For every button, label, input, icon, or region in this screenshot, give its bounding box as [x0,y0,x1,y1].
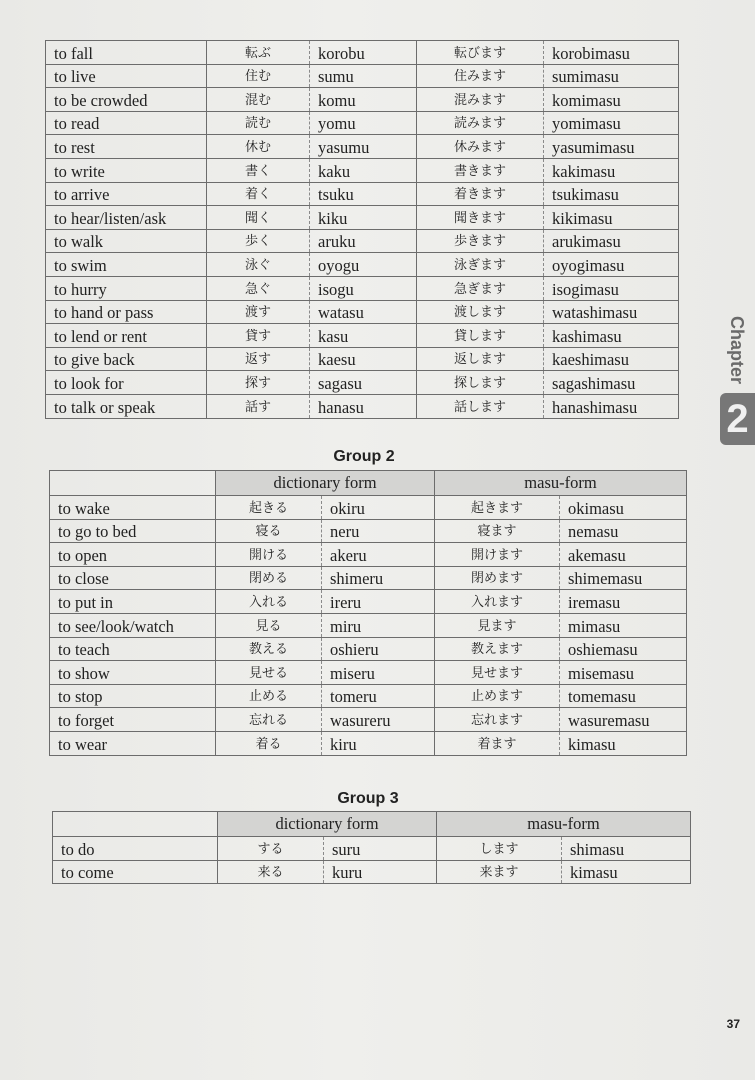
chapter-label: Chapter [727,315,747,384]
dictionary-romaji-cell: suru [324,837,437,861]
masu-romaji-cell: kakimasu [544,158,679,182]
masu-kanji-cell: 探します [417,371,544,395]
masu-kanji-cell: 見ます [435,613,560,637]
dictionary-kanji-cell: 起きる [216,496,322,520]
verb-row [53,837,691,861]
verb-row [46,371,679,395]
masu-kanji-cell: 教えます [435,637,560,661]
english-meaning-cell: to walk [46,229,207,253]
dictionary-kanji-cell: 忘れる [216,708,322,732]
dictionary-romaji-cell: sumu [310,64,417,88]
english-meaning-cell: to stop [50,684,216,708]
masu-kanji-cell: 読みます [417,111,544,135]
masu-romaji-cell: korobimasu [544,41,679,65]
english-meaning-cell: to do [53,837,218,861]
verb-row [46,88,679,112]
verb-row [50,590,687,614]
english-meaning-cell: to talk or speak [46,394,207,418]
dictionary-romaji-cell: miru [322,613,435,637]
dictionary-romaji-cell: watasu [310,300,417,324]
masu-romaji-cell: arukimasu [544,229,679,253]
english-meaning-cell: to write [46,158,207,182]
dictionary-romaji-cell: shimeru [322,566,435,590]
dictionary-romaji-cell: ireru [322,590,435,614]
masu-romaji-cell: sumimasu [544,64,679,88]
english-meaning-cell: to hurry [46,276,207,300]
masu-romaji-cell: misemasu [560,661,687,685]
verb-row [50,731,687,755]
english-meaning-cell: to be crowded [46,88,207,112]
verb-row [50,566,687,590]
verb-row [46,253,679,277]
dictionary-kanji-cell: 入れる [216,590,322,614]
dictionary-kanji-cell: 書く [207,158,310,182]
dictionary-kanji-cell: する [218,837,324,861]
header-blank-cell [53,812,218,837]
masu-romaji-cell: hanashimasu [544,394,679,418]
verb-row [50,519,687,543]
masu-romaji-cell: iremasu [560,590,687,614]
masu-kanji-cell: 書きます [417,158,544,182]
dictionary-romaji-cell: oshieru [322,637,435,661]
verb-row [50,613,687,637]
masu-kanji-cell: 泳ぎます [417,253,544,277]
masu-romaji-cell: watashimasu [544,300,679,324]
verb-row [46,394,679,418]
dictionary-kanji-cell: 歩く [207,229,310,253]
group3-title: Group 3 [337,790,399,807]
dictionary-kanji-cell: 開ける [216,543,322,567]
dictionary-romaji-cell: isogu [310,276,417,300]
english-meaning-cell: to lend or rent [46,324,207,348]
masu-romaji-cell: tsukimasu [544,182,679,206]
dictionary-kanji-cell: 貸す [207,324,310,348]
masu-kanji-cell: 急ぎます [417,276,544,300]
masu-kanji-cell: 入れます [435,590,560,614]
verb-row [50,684,687,708]
group1-verb-table [45,40,679,419]
dictionary-romaji-cell: wasureru [322,708,435,732]
dictionary-romaji-cell: neru [322,519,435,543]
dictionary-romaji-cell: komu [310,88,417,112]
chapter-number-badge: 2 [720,393,755,445]
english-meaning-cell: to arrive [46,182,207,206]
masu-kanji-cell: 歩きます [417,229,544,253]
masu-romaji-cell: yasumimasu [544,135,679,159]
masu-romaji-cell: akemasu [560,543,687,567]
header-masu-form: masu-form [435,471,687,496]
english-meaning-cell: to come [53,860,218,884]
dictionary-kanji-cell: 住む [207,64,310,88]
masu-romaji-cell: oshiemasu [560,637,687,661]
header-dictionary-form: dictionary form [216,471,435,496]
dictionary-kanji-cell: 着る [216,731,322,755]
dictionary-romaji-cell: korobu [310,41,417,65]
dictionary-romaji-cell: kaku [310,158,417,182]
masu-romaji-cell: komimasu [544,88,679,112]
dictionary-romaji-cell: sagasu [310,371,417,395]
dictionary-kanji-cell: 話す [207,394,310,418]
group3-verb-table [52,811,691,884]
english-meaning-cell: to teach [50,637,216,661]
header-masu-form: masu-form [437,812,691,837]
header-blank-cell [50,471,216,496]
english-meaning-cell: to see/look/watch [50,613,216,637]
verb-row [46,111,679,135]
english-meaning-cell: to look for [46,371,207,395]
english-meaning-cell: to hear/listen/ask [46,206,207,230]
dictionary-romaji-cell: kaesu [310,347,417,371]
masu-romaji-cell: kashimasu [544,324,679,348]
english-meaning-cell: to fall [46,41,207,65]
group2-header-row [50,471,687,496]
dictionary-romaji-cell: kasu [310,324,417,348]
masu-romaji-cell: shimasu [562,837,691,861]
masu-kanji-cell: 着きます [417,182,544,206]
english-meaning-cell: to hand or pass [46,300,207,324]
english-meaning-cell: to open [50,543,216,567]
english-meaning-cell: to live [46,64,207,88]
dictionary-romaji-cell: kiku [310,206,417,230]
masu-kanji-cell: 着ます [435,731,560,755]
english-meaning-cell: to show [50,661,216,685]
verb-row [46,347,679,371]
verb-row [50,661,687,685]
masu-romaji-cell: kikimasu [544,206,679,230]
verb-row [46,41,679,65]
english-meaning-cell: to wake [50,496,216,520]
chapter-side-tab [718,305,755,450]
dictionary-kanji-cell: 来る [218,860,324,884]
masu-kanji-cell: 住みます [417,64,544,88]
masu-kanji-cell: します [437,837,562,861]
masu-romaji-cell: yomimasu [544,111,679,135]
dictionary-kanji-cell: 着く [207,182,310,206]
group2-verb-table [49,470,687,756]
dictionary-romaji-cell: yasumu [310,135,417,159]
english-meaning-cell: to put in [50,590,216,614]
verb-row [46,158,679,182]
masu-romaji-cell: nemasu [560,519,687,543]
verb-row [46,229,679,253]
dictionary-romaji-cell: yomu [310,111,417,135]
dictionary-kanji-cell: 急ぐ [207,276,310,300]
english-meaning-cell: to wear [50,731,216,755]
english-meaning-cell: to rest [46,135,207,159]
dictionary-kanji-cell: 読む [207,111,310,135]
verb-row [53,860,691,884]
dictionary-romaji-cell: tomeru [322,684,435,708]
english-meaning-cell: to swim [46,253,207,277]
masu-romaji-cell: kimasu [560,731,687,755]
dictionary-kanji-cell: 転ぶ [207,41,310,65]
masu-kanji-cell: 見せます [435,661,560,685]
masu-kanji-cell: 休みます [417,135,544,159]
masu-romaji-cell: wasuremasu [560,708,687,732]
masu-romaji-cell: mimasu [560,613,687,637]
masu-romaji-cell: shimemasu [560,566,687,590]
verb-row [46,300,679,324]
dictionary-kanji-cell: 聞く [207,206,310,230]
dictionary-romaji-cell: hanasu [310,394,417,418]
masu-romaji-cell: tomemasu [560,684,687,708]
verb-row [46,206,679,230]
dictionary-kanji-cell: 探す [207,371,310,395]
masu-kanji-cell: 閉めます [435,566,560,590]
masu-kanji-cell: 来ます [437,860,562,884]
dictionary-romaji-cell: oyogu [310,253,417,277]
masu-kanji-cell: 渡します [417,300,544,324]
dictionary-kanji-cell: 返す [207,347,310,371]
masu-romaji-cell: okimasu [560,496,687,520]
masu-kanji-cell: 話します [417,394,544,418]
dictionary-kanji-cell: 混む [207,88,310,112]
english-meaning-cell: to read [46,111,207,135]
verb-row [46,276,679,300]
masu-kanji-cell: 寝ます [435,519,560,543]
verb-row [46,182,679,206]
dictionary-kanji-cell: 見せる [216,661,322,685]
masu-romaji-cell: isogimasu [544,276,679,300]
group3-header-row [53,812,691,837]
masu-romaji-cell: kaeshimasu [544,347,679,371]
masu-kanji-cell: 転びます [417,41,544,65]
verb-row [46,64,679,88]
masu-kanji-cell: 起きます [435,496,560,520]
dictionary-romaji-cell: tsuku [310,182,417,206]
dictionary-romaji-cell: kiru [322,731,435,755]
masu-kanji-cell: 返します [417,347,544,371]
verb-row [50,637,687,661]
masu-kanji-cell: 忘れます [435,708,560,732]
dictionary-romaji-cell: miseru [322,661,435,685]
dictionary-kanji-cell: 休む [207,135,310,159]
dictionary-kanji-cell: 寝る [216,519,322,543]
masu-romaji-cell: sagashimasu [544,371,679,395]
dictionary-romaji-cell: aruku [310,229,417,253]
verb-row [46,324,679,348]
dictionary-romaji-cell: kuru [324,860,437,884]
masu-kanji-cell: 開けます [435,543,560,567]
dictionary-kanji-cell: 止める [216,684,322,708]
dictionary-kanji-cell: 閉める [216,566,322,590]
dictionary-kanji-cell: 渡す [207,300,310,324]
dictionary-kanji-cell: 見る [216,613,322,637]
english-meaning-cell: to go to bed [50,519,216,543]
dictionary-romaji-cell: okiru [322,496,435,520]
verb-row [50,708,687,732]
masu-kanji-cell: 止めます [435,684,560,708]
english-meaning-cell: to give back [46,347,207,371]
masu-romaji-cell: kimasu [562,860,691,884]
verb-row [50,496,687,520]
masu-kanji-cell: 混みます [417,88,544,112]
dictionary-kanji-cell: 泳ぐ [207,253,310,277]
english-meaning-cell: to forget [50,708,216,732]
masu-kanji-cell: 聞きます [417,206,544,230]
header-dictionary-form: dictionary form [218,812,437,837]
page-number: 37 [726,1017,740,1031]
verb-row [50,543,687,567]
masu-kanji-cell: 貸します [417,324,544,348]
verb-row [46,135,679,159]
english-meaning-cell: to close [50,566,216,590]
dictionary-romaji-cell: akeru [322,543,435,567]
dictionary-kanji-cell: 教える [216,637,322,661]
group2-title: Group 2 [333,448,395,465]
masu-romaji-cell: oyogimasu [544,253,679,277]
